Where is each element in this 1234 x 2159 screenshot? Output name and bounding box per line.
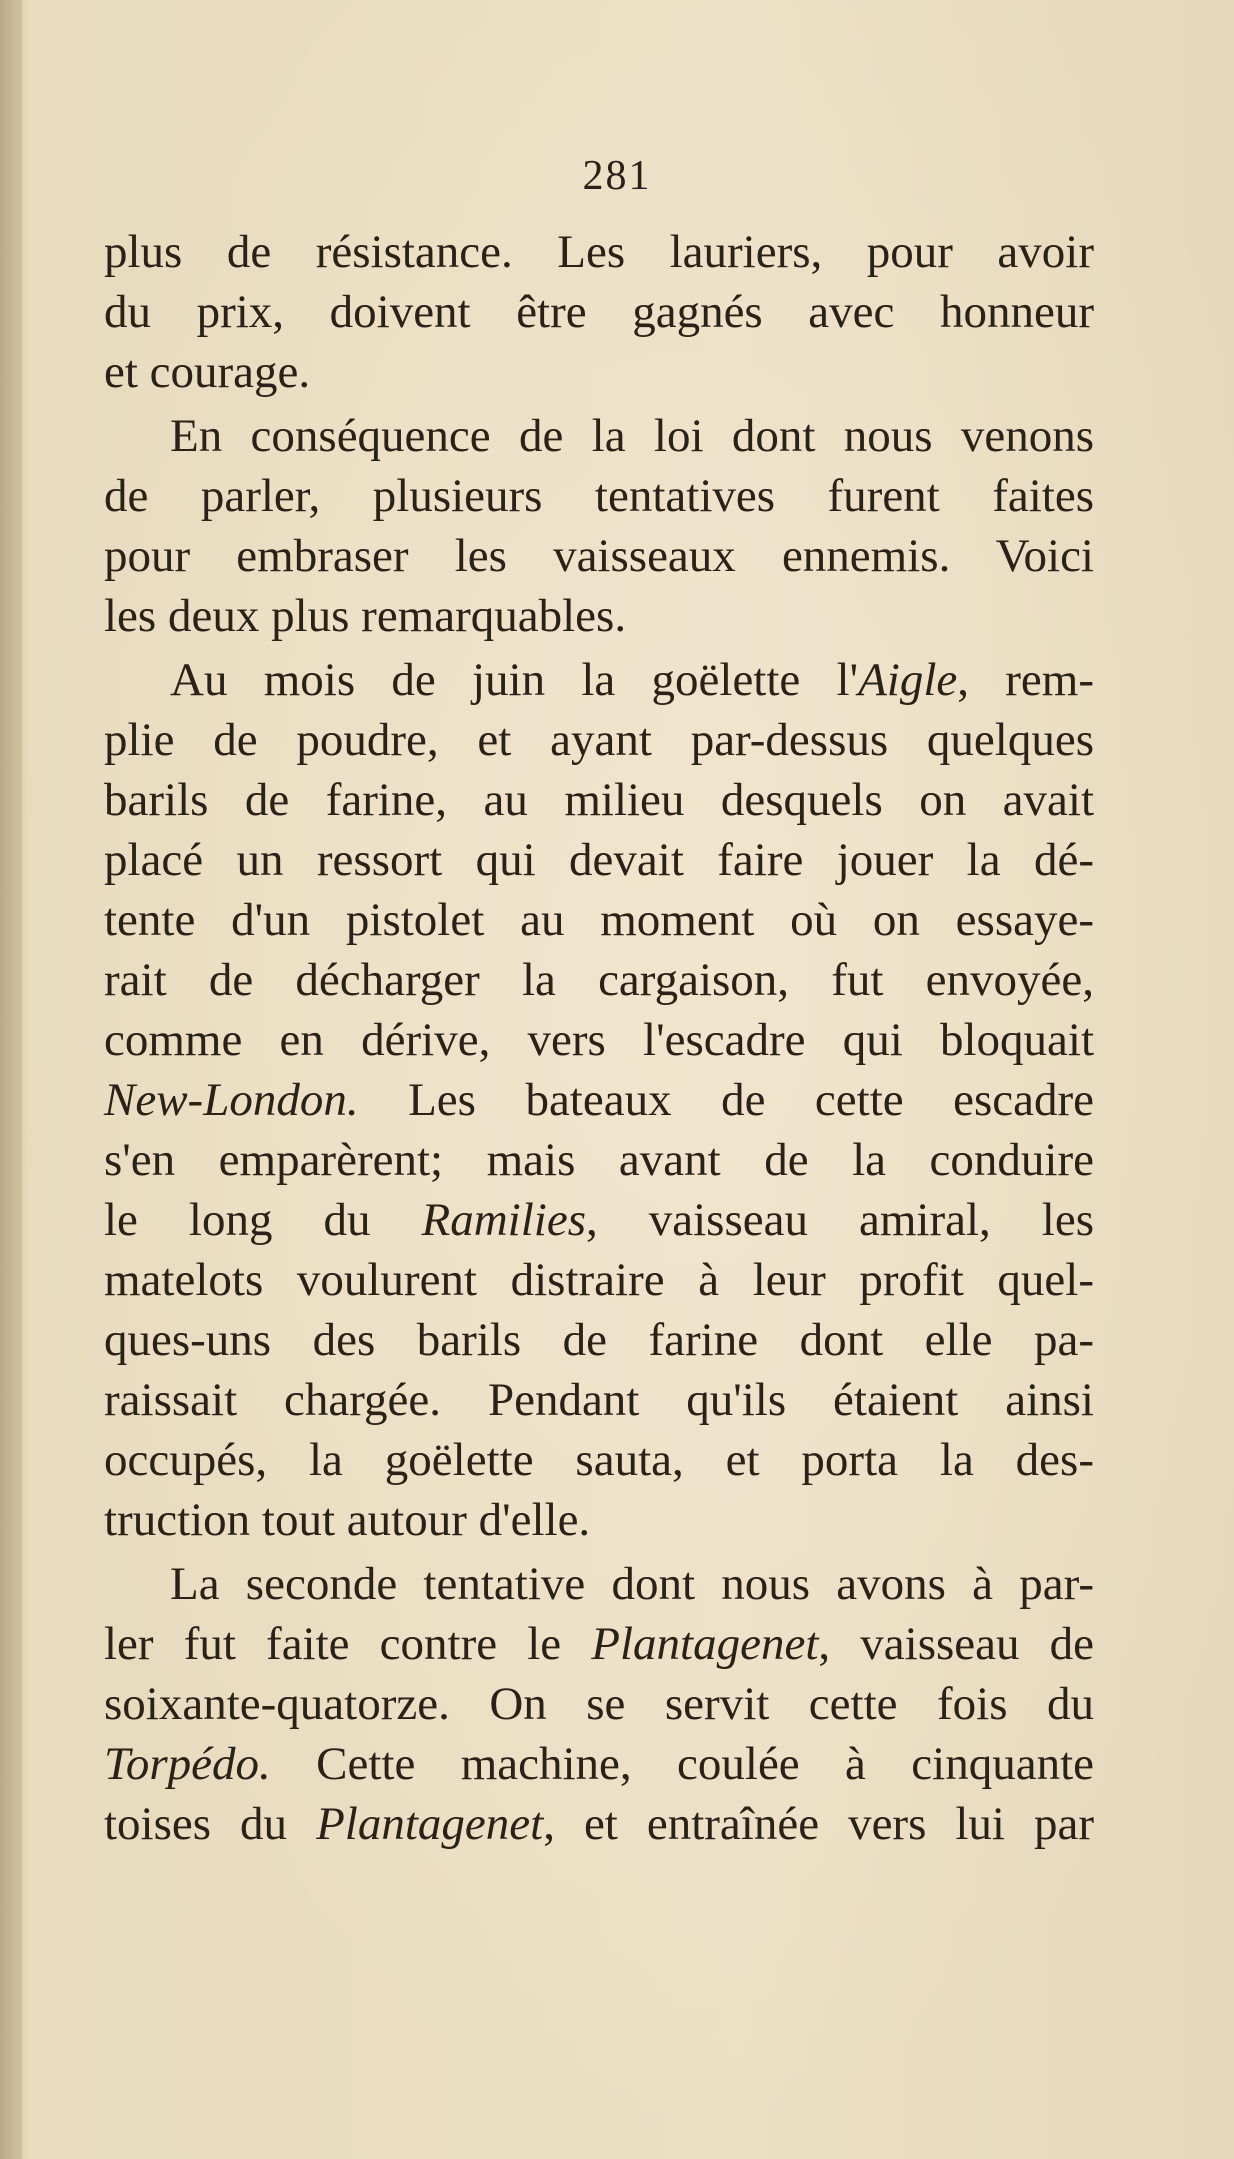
- text-line: les deux plus remarquables.: [104, 590, 627, 642]
- ship-name: Aigle: [858, 654, 958, 706]
- page-number: 281: [582, 153, 652, 199]
- text-run: , rem-: [957, 654, 1094, 706]
- text-run: le long du: [104, 1194, 422, 1246]
- text-line: occupés, la goëlette sauta, et porta la des-: [104, 1434, 1094, 1486]
- text-line: du prix, doivent être gagnés avec honneur: [104, 286, 1094, 338]
- ship-name: Ramilies: [421, 1194, 586, 1246]
- text-line: matelots voulurent distraire à leur profit quel-: [104, 1254, 1094, 1306]
- text-line: plus de résistance. Les lauriers, pour avoir: [104, 226, 1094, 278]
- text-line: tente d'un pistolet au moment où on essaye-: [104, 894, 1094, 946]
- paragraph: [104, 222, 1094, 402]
- machine-name: Torpédo.: [104, 1738, 271, 1790]
- paragraph: [104, 1554, 1094, 1854]
- text-line: truction tout autour d'elle.: [104, 1494, 591, 1546]
- place-name: New-London.: [104, 1074, 359, 1126]
- text-run: , et entraînée vers lui par: [543, 1798, 1095, 1850]
- text-line: [104, 1734, 1094, 1794]
- text-run: Au mois de juin la goëlette l': [170, 654, 859, 706]
- text-line: [104, 1794, 1094, 1854]
- text-run: toises du: [104, 1798, 317, 1850]
- text-line: ques-uns des barils de farine dont elle pa-: [104, 1314, 1094, 1366]
- text-line: et courage.: [104, 346, 311, 398]
- text-line: pour embraser les vaisseaux ennemis. Voici: [104, 530, 1094, 582]
- text-line: s'en emparèrent; mais avant de la conduire: [104, 1134, 1094, 1186]
- text-run: , vaisseau amiral, les: [586, 1194, 1095, 1246]
- page-gutter: [0, 0, 22, 2159]
- text-line: La seconde tentative dont nous avons à par-: [170, 1558, 1094, 1610]
- text-line: [104, 1070, 1094, 1130]
- text-line: [104, 650, 1094, 710]
- text-run: , vaisseau de: [818, 1618, 1094, 1670]
- page-body: [104, 222, 1094, 1854]
- text-line: de parler, plusieurs tentatives furent faites: [104, 470, 1094, 522]
- text-line: En conséquence de la loi dont nous venons: [170, 410, 1094, 462]
- ship-name: Plantagenet: [316, 1798, 544, 1850]
- text-run: Cette machine, coulée à cinquante: [270, 1738, 1094, 1790]
- text-line: plie de poudre, et ayant par-dessus quelques: [104, 714, 1094, 766]
- text-line: barils de farine, au milieu desquels on avait: [104, 774, 1094, 826]
- text-line: [104, 1614, 1094, 1674]
- text-line: rait de décharger la cargaison, fut envoyée,: [104, 954, 1094, 1006]
- text-run: ler fut faite contre le: [104, 1618, 592, 1670]
- text-line: placé un ressort qui devait faire jouer la dé-: [104, 834, 1094, 886]
- text-line: comme en dérive, vers l'escadre qui bloquait: [104, 1014, 1094, 1066]
- text-line: [104, 1190, 1094, 1250]
- paragraph: [104, 650, 1094, 1550]
- ship-name: Plantagenet: [591, 1618, 819, 1670]
- text-run: Les bateaux de cette escadre: [358, 1074, 1094, 1126]
- text-line: soixante-quatorze. On se servit cette fois du: [104, 1678, 1094, 1730]
- text-line: raissait chargée. Pendant qu'ils étaient ainsi: [104, 1374, 1094, 1426]
- paragraph: [104, 406, 1094, 646]
